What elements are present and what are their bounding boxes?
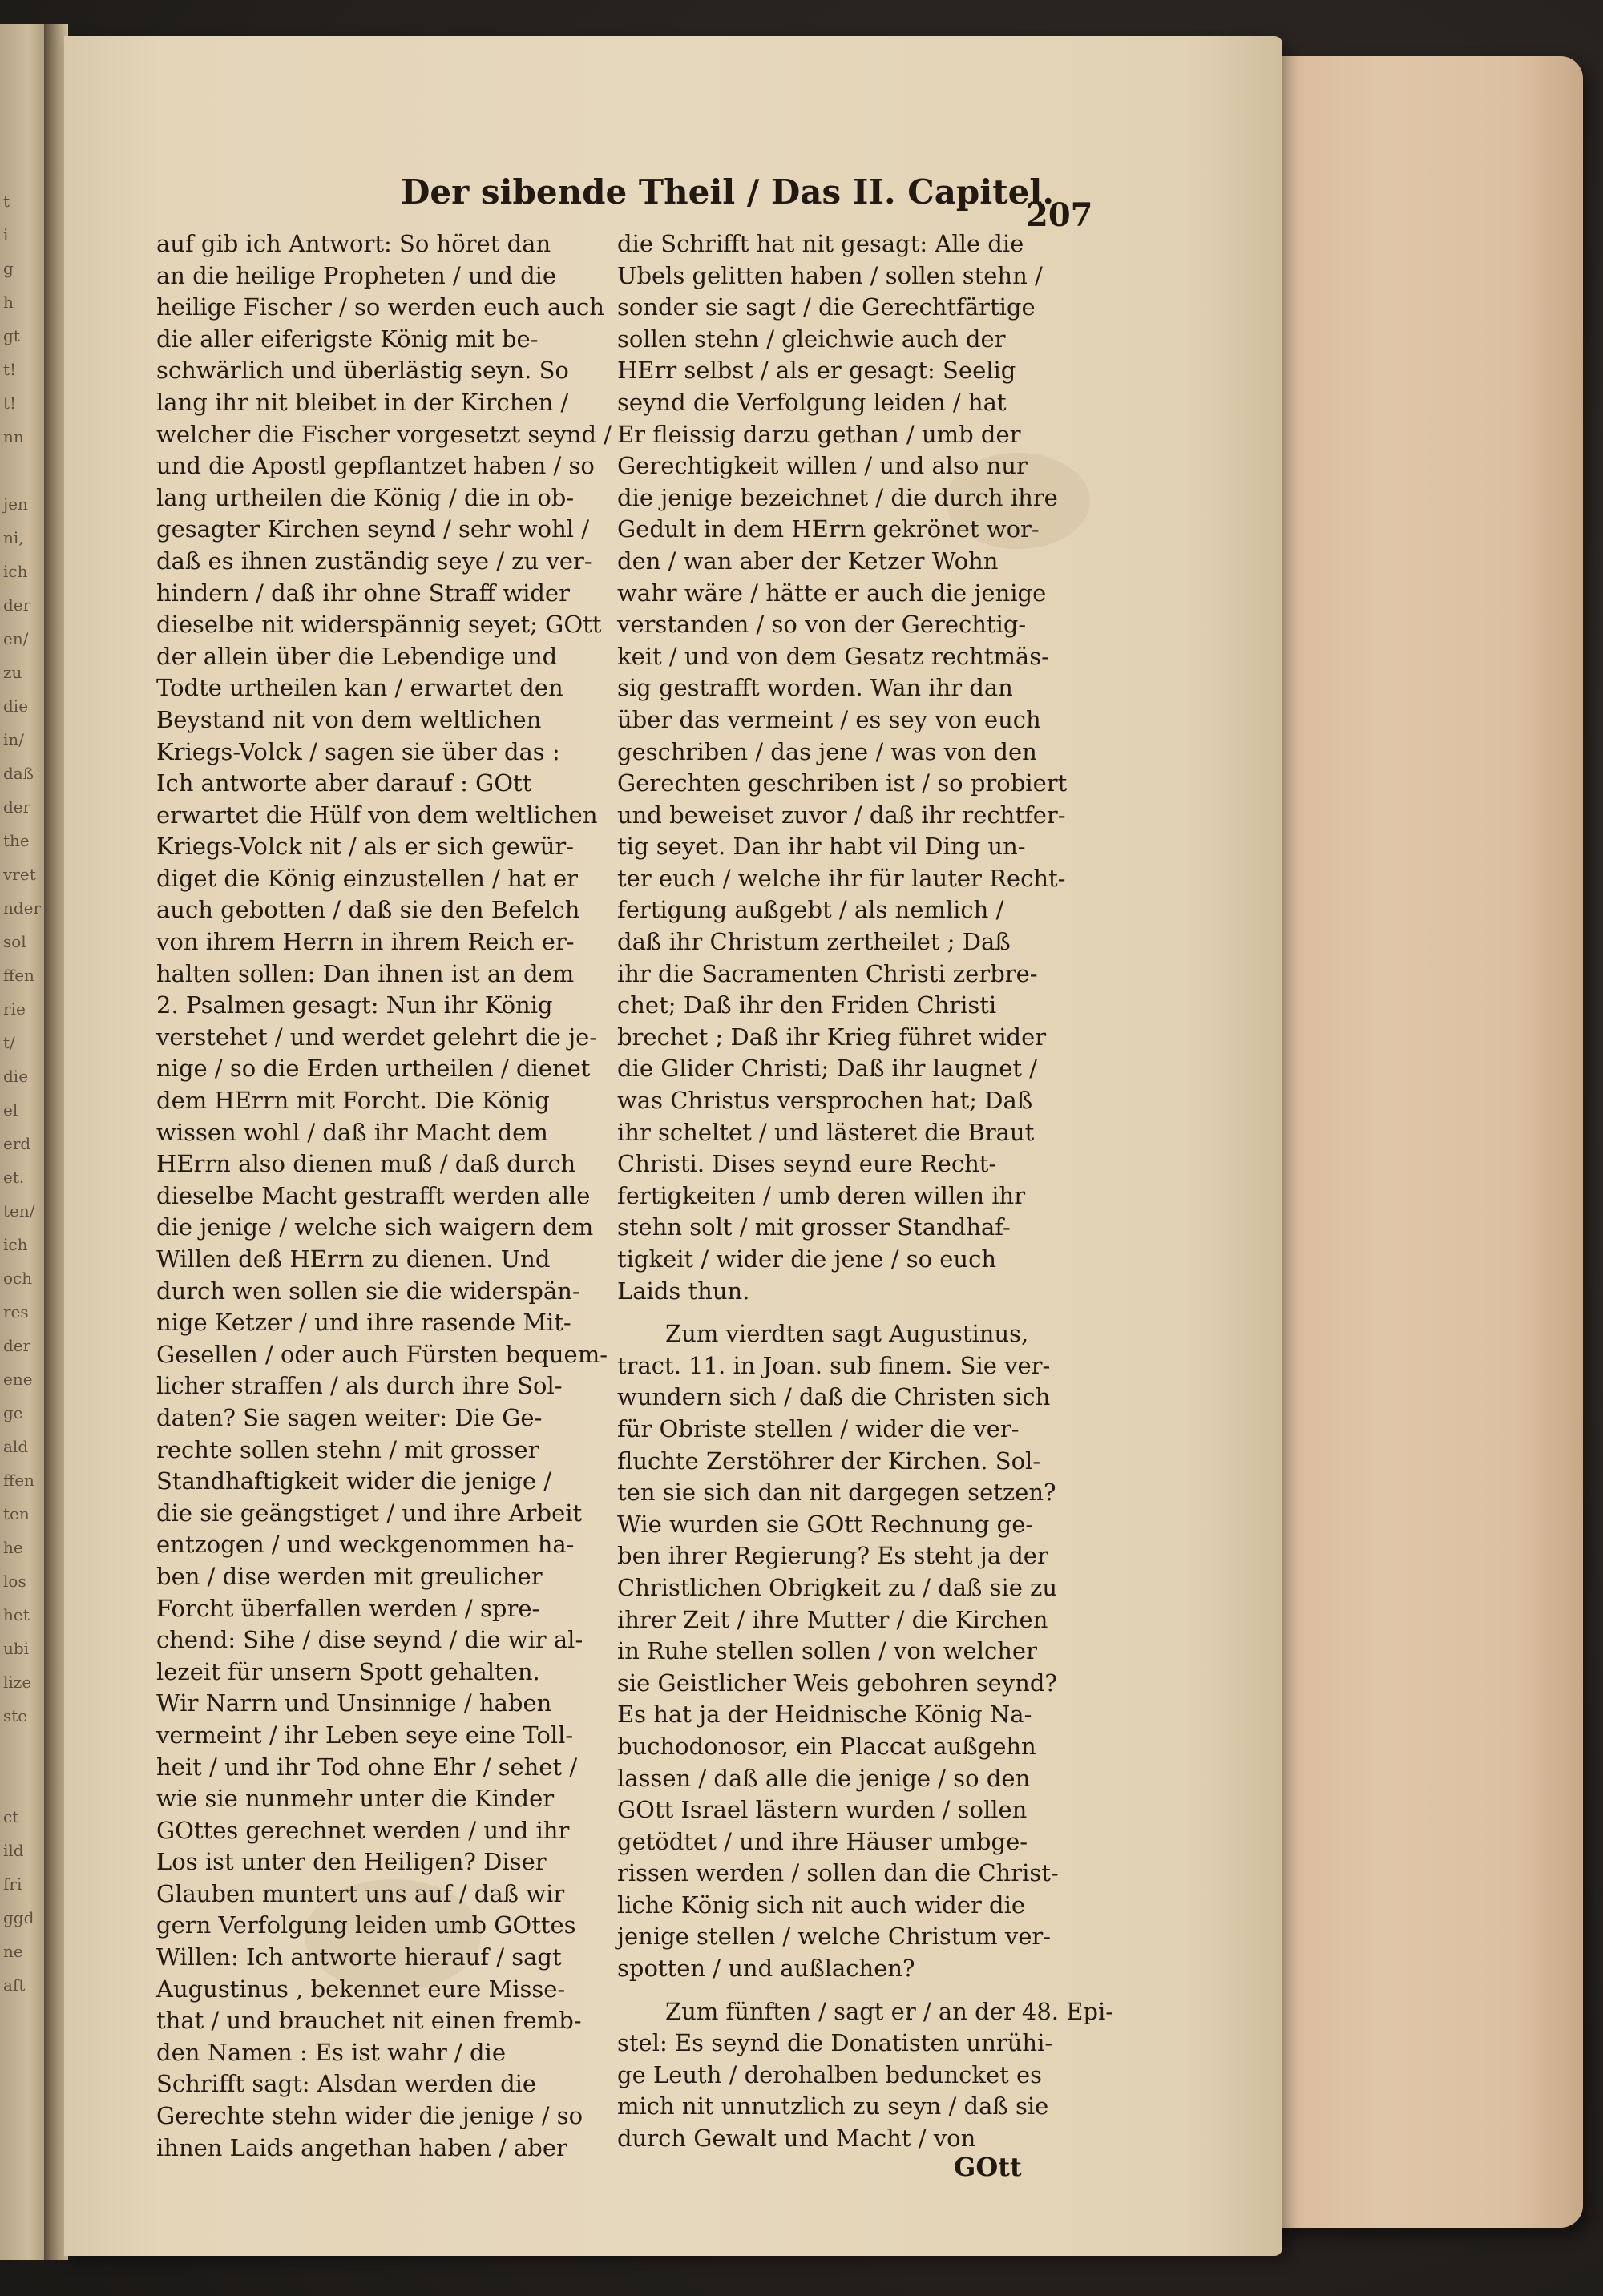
text-line: fertigung außgebt / als nemlich / — [617, 896, 1004, 924]
text-line: Schrifft sagt: Alsdan werden die — [156, 2070, 537, 2098]
text-line: dieselbe nit widerspännig seyet; GOtt — [156, 611, 602, 639]
text-line: der allein über die Lebendige und — [156, 642, 558, 670]
page-number: 207 — [1026, 196, 1093, 234]
text-line: fertigkeiten / umb deren willen ihr — [617, 1181, 1026, 1209]
margin-fragment: erd — [3, 1134, 31, 1153]
text-line: Glauben muntert uns auf / daß wir — [156, 1879, 565, 1907]
margin-fragment — [3, 1733, 42, 1766]
text-line: schwärlich und überlästig seyn. So — [156, 357, 569, 385]
text-line: Gerechten geschriben ist / so probiert — [617, 769, 1068, 797]
text-line: sonder sie sagt / die Gerechtfärtige — [617, 293, 1036, 321]
text-line: keit / und von dem Gesatz rechtmäs- — [617, 642, 1049, 670]
text-line: verstanden / so von der Gerechtig- — [617, 611, 1027, 639]
margin-fragment: ggd — [3, 1908, 34, 1927]
margin-fragment: t — [3, 192, 10, 211]
margin-fragment: och — [3, 1269, 33, 1288]
text-line: 2. Psalmen gesagt: Nun ihr König — [156, 991, 553, 1019]
margin-fragment: zu — [3, 663, 22, 682]
margin-fragment: res — [3, 1302, 29, 1322]
text-line: Zum vierdten sagt Augustinus, — [665, 1320, 1029, 1348]
text-line: seynd die Verfolgung leiden / hat — [617, 388, 1007, 416]
text-line: die Glider Christi; Daß ihr laugnet / — [617, 1055, 1037, 1083]
text-line: durch Gewalt und Macht / von — [617, 2125, 976, 2153]
text-line: nige Ketzer / und ihre rasende Mit- — [156, 1309, 571, 1337]
margin-fragment: die — [3, 1067, 29, 1086]
text-line: gesagter Kirchen seynd / sehr wohl / — [156, 515, 590, 543]
text-line: lassen / daß alle die jenige / so den — [617, 1764, 1031, 1792]
text-line: HErr selbst / als er gesagt: Seelig — [617, 357, 1016, 385]
margin-fragment: los — [3, 1572, 26, 1591]
text-line: GOtt Israel lästern wurden / sollen — [617, 1796, 1028, 1824]
text-line: die sie geängstiget / und ihre Arbeit — [156, 1499, 583, 1527]
margin-fragment: i — [3, 225, 9, 244]
text-line: ten sie sich dan nit dargegen setzen? — [617, 1479, 1056, 1507]
margin-fragment: lize — [3, 1673, 32, 1692]
margin-fragment: sol — [3, 932, 26, 951]
text-line: heit / und ihr Tod ohne Ehr / sehet / — [156, 1753, 578, 1781]
margin-fragment: et. — [3, 1168, 25, 1187]
text-line: was Christus versprochen hat; Daß — [617, 1087, 1033, 1115]
text-line: tract. 11. in Joan. sub finem. Sie ver- — [617, 1351, 1051, 1379]
left-text-column — [156, 228, 612, 2164]
text-line: sollen stehn / gleichwie auch der — [617, 325, 1006, 353]
margin-fragment: in/ — [3, 730, 25, 749]
text-line: Es hat ja der Heidnische König Na- — [617, 1701, 1032, 1729]
text-line: heilige Fischer / so werden euch auch — [156, 293, 604, 321]
margin-fragment: ten — [3, 1504, 30, 1523]
margin-fragment: het — [3, 1605, 30, 1624]
margin-fragment: h — [3, 293, 14, 312]
text-line: vermeint / ihr Leben seye eine Toll- — [156, 1721, 574, 1749]
text-line: HErrn also dienen muß / daß durch — [156, 1150, 576, 1178]
text-line: Kriegs-Volck / sagen sie über das : — [156, 737, 560, 765]
margin-fragment: en/ — [3, 629, 29, 648]
text-line: ter euch / welche ihr für lauter Recht- — [617, 864, 1066, 892]
text-line: Forcht überfallen werden / spre- — [156, 1594, 540, 1622]
text-line: Ich antworte aber darauf : GOtt — [156, 769, 532, 797]
margin-fragment: aft — [3, 1975, 26, 1995]
text-line: dieselbe Macht gestrafft werden alle — [156, 1181, 591, 1209]
facing-page-text-fragments — [3, 184, 42, 2002]
text-line: jenige stellen / welche Christum ver- — [617, 1923, 1052, 1951]
text-line: erwartet die Hülf von dem weltlichen — [156, 801, 598, 829]
running-head: Der sibende Theil / Das II. Capitel. — [401, 172, 1054, 212]
text-line: gern Verfolgung leiden umb GOttes — [156, 1911, 576, 1939]
text-line: lang urtheilen die König / die in ob- — [156, 483, 575, 511]
margin-fragment: ffen — [3, 966, 34, 985]
text-line: getödtet / und ihre Häuser umbge- — [617, 1827, 1028, 1855]
text-line: Todte urtheilen kan / erwartet den — [156, 674, 563, 702]
text-line: Christi. Dises seynd eure Recht- — [617, 1150, 997, 1178]
margin-fragment: the — [3, 831, 30, 850]
text-line: Willen: Ich antworte hierauf / sagt — [156, 1943, 562, 1971]
text-line: Augustinus , bekennet eure Misse- — [156, 1975, 566, 2003]
text-line: nige / so die Erden urtheilen / dienet — [156, 1055, 591, 1083]
text-line: Wir Narrn und Unsinnige / haben — [156, 1689, 552, 1717]
text-line: wissen wohl / daß ihr Macht dem — [156, 1118, 548, 1146]
catchword: GOtt — [954, 2152, 1022, 2182]
margin-fragment: daß — [3, 764, 34, 783]
text-line: und beweiset zuvor / daß ihr rechtfer- — [617, 801, 1066, 829]
text-line: die jenige bezeichnet / die durch ihre — [617, 483, 1058, 511]
text-line: tigkeit / wider die jene / so euch — [617, 1245, 997, 1273]
text-line: halten sollen: Dan ihnen ist an dem — [156, 959, 575, 987]
margin-fragment: ne — [3, 1942, 23, 1961]
text-line: Gesellen / oder auch Fürsten bequem- — [156, 1340, 608, 1368]
text-line: die jenige / welche sich waigern dem — [156, 1213, 594, 1241]
text-line: Zum fünften / sagt er / an der 48. Epi- — [665, 1997, 1114, 2025]
text-line: Standhaftigkeit wider die jenige / — [156, 1467, 552, 1495]
margin-fragment: die — [3, 696, 29, 716]
margin-fragment: ubi — [3, 1639, 30, 1658]
margin-fragment: gt — [3, 326, 20, 345]
text-line: fluchte Zerstöhrer der Kirchen. Sol- — [617, 1447, 1041, 1475]
text-line: den / wan aber der Ketzer Wohn — [617, 547, 999, 575]
text-line: ihnen Laids angethan haben / aber — [156, 2133, 567, 2161]
text-line: daß ihr Christum zertheilet ; Daß — [617, 928, 1011, 956]
text-line: Gedult in dem HErrn gekrönet wor- — [617, 515, 1040, 543]
text-line: sie Geistlicher Weis gebohren seynd? — [617, 1669, 1057, 1697]
text-line: GOttes gerechnet werden / und ihr — [156, 1816, 570, 1844]
margin-fragment: nder — [3, 898, 42, 918]
text-line: welcher die Fischer vorgesetzt seynd / — [156, 420, 612, 448]
margin-fragment: der — [3, 1336, 31, 1355]
text-line: Wie wurden sie GOtt Rechnung ge- — [617, 1510, 1034, 1538]
text-line: daten? Sie sagen weiter: Die Ge- — [156, 1403, 543, 1431]
text-line: ben ihrer Regierung? Es steht ja der — [617, 1542, 1048, 1570]
text-line: daß es ihnen zuständig seye / zu ver- — [156, 547, 592, 575]
text-line: rissen werden / sollen dan die Christ- — [617, 1859, 1059, 1887]
facing-page-strip — [0, 24, 48, 2260]
text-line: liche König sich nit auch wider die — [617, 1890, 1026, 1919]
text-line: wundern sich / daß die Christen sich — [617, 1383, 1051, 1411]
text-line: die aller eiferigste König mit be- — [156, 325, 539, 353]
margin-fragment: t! — [3, 360, 17, 379]
margin-fragment: ald — [3, 1437, 29, 1456]
text-line: ihr die Sacramenten Christi zerbre- — [617, 959, 1038, 987]
text-line: auf gib ich Antwort: So höret dan — [156, 230, 551, 257]
margin-fragment: vret — [3, 865, 36, 884]
text-line: in Ruhe stellen sollen / von welcher — [617, 1637, 1037, 1665]
text-line: Kriegs-Volck nit / als er sich gewür- — [156, 833, 575, 861]
text-line: ihr scheltet / und lästeret die Braut — [617, 1118, 1035, 1146]
margin-fragment: ste — [3, 1706, 28, 1725]
margin-fragment: ge — [3, 1403, 23, 1422]
margin-fragment: t/ — [3, 1033, 15, 1052]
text-line: licher straffen / als durch ihre Sol- — [156, 1372, 563, 1400]
text-line: diget die König einzustellen / hat er — [156, 864, 578, 892]
text-line: den Namen : Es ist wahr / die — [156, 2038, 506, 2066]
text-line: tig seyet. Dan ihr habt vil Ding un- — [617, 833, 1026, 861]
text-line: rechte sollen stehn / mit grosser — [156, 1435, 539, 1463]
margin-fragment: ild — [3, 1841, 24, 1860]
text-line: lang ihr nit bleibet in der Kirchen / — [156, 388, 569, 416]
text-line: mich nit unnutzlich zu seyn / daß sie — [617, 2092, 1049, 2120]
book-page-edges — [1246, 56, 1583, 2228]
margin-fragment: g — [3, 259, 14, 278]
text-line: Laids thun. — [617, 1277, 750, 1305]
margin-fragment: ten/ — [3, 1201, 35, 1221]
margin-fragment: fri — [3, 1874, 22, 1894]
text-line: verstehet / und werdet gelehrt die je- — [156, 1023, 598, 1051]
text-line: sig gestrafft worden. Wan ihr dan — [617, 674, 1013, 702]
text-line: wie sie nunmehr unter die Kinder — [156, 1785, 555, 1813]
text-line: Gerechte stehn wider die jenige / so — [156, 2102, 583, 2130]
text-line: stel: Es seynd die Donatisten unrühi- — [617, 2029, 1053, 2057]
margin-fragment — [3, 1766, 42, 1800]
text-line: entzogen / und weckgenommen ha- — [156, 1531, 575, 1559]
text-line: ben / dise werden mit greulicher — [156, 1562, 543, 1590]
text-line: Willen deß HErrn zu dienen. Und — [156, 1245, 551, 1273]
margin-fragment: el — [3, 1100, 18, 1120]
margin-fragment: ene — [3, 1370, 33, 1389]
margin-fragment: he — [3, 1538, 23, 1557]
text-line: durch wen sollen sie die widerspän- — [156, 1277, 580, 1305]
text-line: Er fleissig darzu gethan / umb der — [617, 420, 1021, 448]
margin-fragment: jen — [3, 494, 28, 514]
text-line: dem HErrn mit Forcht. Die König — [156, 1087, 550, 1115]
text-line: that / und brauchet nit einen fremb- — [156, 2007, 582, 2035]
text-line: die Schrifft hat nit gesagt: Alle die — [617, 230, 1024, 257]
text-line: ihrer Zeit / ihre Mutter / die Kirchen — [617, 1605, 1048, 1633]
margin-fragment — [3, 454, 42, 487]
margin-fragment: rie — [3, 999, 26, 1019]
right-text-column — [617, 228, 1114, 2155]
text-line: Ubels gelitten haben / sollen stehn / — [617, 261, 1043, 289]
text-line: spotten / und außlachen? — [617, 1955, 915, 1983]
text-line: wahr wäre / hätte er auch die jenige — [617, 579, 1047, 607]
text-line: chet; Daß ihr den Friden Christi — [617, 991, 997, 1019]
margin-fragment: ich — [3, 562, 28, 581]
text-line: über das vermeint / es sey von euch — [617, 705, 1041, 733]
margin-fragment: der — [3, 595, 31, 615]
page — [64, 36, 1282, 2256]
text-line: stehn solt / mit grosser Standhaf- — [617, 1213, 1011, 1241]
text-line: auch gebotten / daß sie den Befelch — [156, 896, 580, 924]
text-line: von ihrem Herrn in ihrem Reich er- — [156, 928, 575, 956]
text-line: ge Leuth / derohalben beduncket es — [617, 2060, 1043, 2088]
text-line: Los ist unter den Heiligen? Diser — [156, 1848, 547, 1876]
text-line: Beystand nit von dem weltlichen — [156, 705, 542, 733]
text-line: für Obriste stellen / wider die ver- — [617, 1414, 1020, 1443]
text-line: brechet ; Daß ihr Krieg führet wider — [617, 1023, 1047, 1051]
text-line: und die Apostl gepflantzet haben / so — [156, 452, 595, 480]
margin-fragment: ct — [3, 1807, 19, 1826]
text-line: Christlichen Obrigkeit zu / daß sie zu — [617, 1573, 1058, 1601]
text-line: lezeit für unsern Spott gehalten. — [156, 1657, 540, 1685]
margin-fragment: nn — [3, 427, 24, 446]
margin-fragment: ich — [3, 1235, 28, 1254]
text-line: Gerechtigkeit willen / und also nur — [617, 452, 1028, 480]
text-line: chend: Sihe / dise seynd / die wir al- — [156, 1626, 583, 1654]
margin-fragment: t! — [3, 393, 17, 413]
text-line: geschriben / das jene / was von den — [617, 737, 1037, 765]
margin-fragment: ffen — [3, 1471, 34, 1490]
margin-fragment: ni, — [3, 528, 24, 547]
text-line: an die heilige Propheten / und die — [156, 261, 557, 289]
margin-fragment: der — [3, 797, 31, 817]
text-line: hindern / daß ihr ohne Straff wider — [156, 579, 570, 607]
text-line: buchodonosor, ein Placcat außgehn — [617, 1732, 1036, 1760]
